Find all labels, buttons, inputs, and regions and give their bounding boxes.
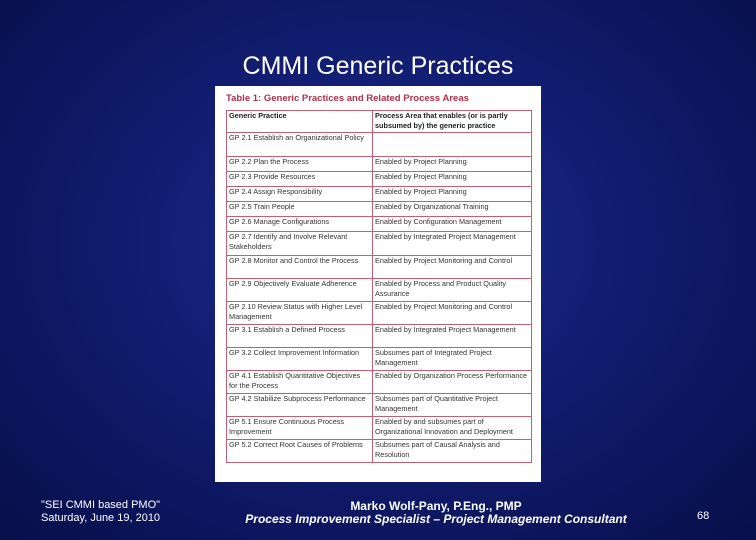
table-header-row <box>227 111 532 133</box>
gp-cell: GP 4.2 Stabilize Subprocess Performance <box>227 394 373 417</box>
pa-cell: Enabled by Project Planning <box>373 157 532 172</box>
pa-cell: Enabled by Project Monitoring and Control <box>373 256 532 279</box>
table-row <box>227 394 532 417</box>
pa-cell: Enabled by and subsumes part of Organizational Innovation and Deployment <box>373 417 532 440</box>
table-row <box>227 371 532 394</box>
gp-cell: GP 4.1 Establish Quantitative Objectives for the Process <box>227 371 373 394</box>
table-figure <box>215 86 541 482</box>
gp-cell: GP 2.9 Objectively Evaluate Adherence <box>227 279 373 302</box>
gp-cell: GP 2.5 Train People <box>227 202 373 217</box>
gp-cell: GP 2.6 Manage Configurations <box>227 217 373 232</box>
table-row <box>227 217 532 232</box>
footer-left <box>41 499 160 525</box>
pa-cell: Enabled by Integrated Project Management <box>373 325 532 348</box>
slide-title: CMMI Generic Practices <box>242 52 514 80</box>
gp-cell: GP 5.2 Correct Root Causes of Problems <box>227 440 373 463</box>
footer-author-role: Process Improvement Specialist – Project Management Consultant <box>245 512 627 526</box>
gp-cell: GP 2.1 Establish an Organizational Policy <box>227 133 373 157</box>
gp-cell: GP 5.1 Ensure Continuous Process Improvement <box>227 417 373 440</box>
table-caption <box>226 93 469 104</box>
table-row <box>227 348 532 371</box>
pa-cell: Enabled by Project Planning <box>373 187 532 202</box>
pa-cell: Enabled by Organization Process Performance <box>373 371 532 394</box>
table-row <box>227 157 532 172</box>
pa-cell <box>373 133 532 157</box>
table-caption-label: Table 1: <box>226 93 262 104</box>
header-generic-practice: Generic Practice <box>227 111 373 133</box>
gp-cell: GP 2.7 Identify and Involve Relevant Stakeholders <box>227 232 373 256</box>
pa-cell: Enabled by Project Monitoring and Control <box>373 302 532 325</box>
table-row <box>227 302 532 325</box>
pa-cell: Enabled by Organizational Training <box>373 202 532 217</box>
table-row <box>227 325 532 348</box>
gp-cell: GP 2.10 Review Status with Higher Level Management <box>227 302 373 325</box>
table-row <box>227 440 532 463</box>
table-row <box>227 202 532 217</box>
gp-cell: GP 2.4 Assign Responsibility <box>227 187 373 202</box>
pa-cell: Enabled by Integrated Project Management <box>373 232 532 256</box>
table-row <box>227 133 532 157</box>
footer-author-name: Marko Wolf-Pany, P.Eng., PMP <box>350 499 522 513</box>
page-number: 68 <box>697 510 710 522</box>
footer-date: Saturday, June 19, 2010 <box>41 512 161 524</box>
header-process-area: Process Area that enables (or is partly subsumed by) the generic practice <box>373 111 532 133</box>
gp-cell: GP 3.1 Establish a Defined Process <box>227 325 373 348</box>
footer-presentation-name: "SEI CMMI based PMO" <box>41 499 161 511</box>
generic-practices-table <box>226 110 532 463</box>
pa-cell: Subsumes part of Quantitative Project Management <box>373 394 532 417</box>
footer-author <box>180 500 692 526</box>
pa-cell: Enabled by Configuration Management <box>373 217 532 232</box>
pa-cell: Subsumes part of Causal Analysis and Resolution <box>373 440 532 463</box>
table-row <box>227 232 532 256</box>
table-row <box>227 279 532 302</box>
table-caption-title: Generic Practices and Related Process Areas <box>263 93 469 104</box>
pa-cell: Enabled by Process and Product Quality Assurance <box>373 279 532 302</box>
gp-cell: GP 2.8 Monitor and Control the Process <box>227 256 373 279</box>
table-row <box>227 417 532 440</box>
table-row <box>227 172 532 187</box>
gp-cell: GP 3.2 Collect Improvement Information <box>227 348 373 371</box>
pa-cell: Enabled by Project Planning <box>373 172 532 187</box>
table-row <box>227 187 532 202</box>
gp-cell: GP 2.2 Plan the Process <box>227 157 373 172</box>
pa-cell: Subsumes part of Integrated Project Management <box>373 348 532 371</box>
table-row <box>227 256 532 279</box>
gp-cell: GP 2.3 Provide Resources <box>227 172 373 187</box>
